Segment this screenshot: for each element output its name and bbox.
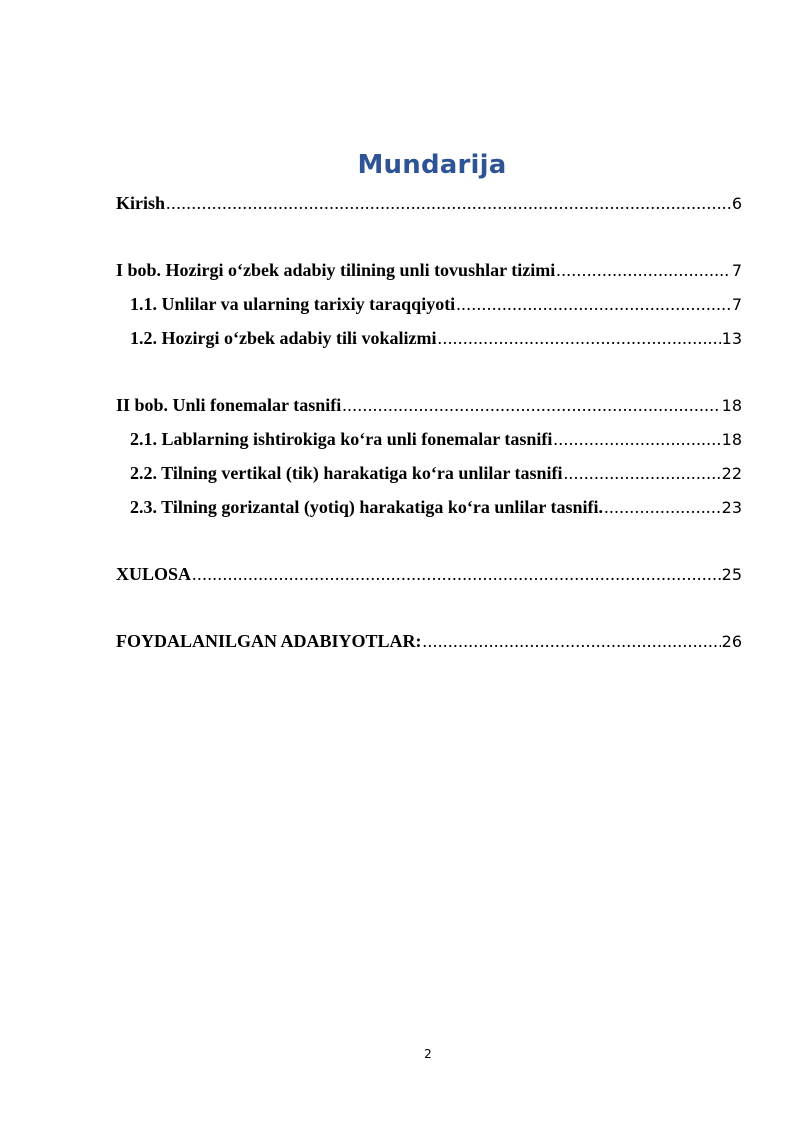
toc-leader-dots [166, 190, 731, 216]
page-number: 2 [424, 1047, 432, 1061]
toc-entry-page: 6 [731, 194, 742, 213]
toc-entry-section-2-3[interactable] [116, 494, 742, 528]
toc-leader-dots [192, 561, 721, 587]
toc-entry-page: 25 [721, 565, 742, 584]
toc-entry-references[interactable] [116, 628, 742, 662]
toc-entry-label: 2.3. Tilning gorizantal (yotiq) harakatiga ko‘ra unlilar tasnifi. [130, 497, 604, 517]
toc-entry-page: 13 [721, 329, 742, 348]
toc-title: Mundarija [357, 150, 507, 180]
toc-entry-label: II bob. Unli fonemalar tasnifi [116, 395, 342, 415]
toc-entry-page: 18 [721, 396, 742, 415]
table-of-contents [116, 190, 742, 662]
toc-entry-label: 2.2. Tilning vertikal (tik) harakatiga ko‘ra unlilar tasnifi [130, 463, 563, 483]
toc-entry-section-2-1[interactable] [116, 426, 742, 460]
toc-entry-section-1-1[interactable] [116, 291, 742, 325]
toc-entry-label: I bob. Hozirgi o‘zbek adabiy tilining unli tovushlar tizimi [116, 260, 556, 280]
toc-entry-section-2-2[interactable] [116, 460, 742, 494]
toc-leader-dots [456, 291, 731, 317]
toc-leader-dots [564, 460, 721, 486]
toc-entry-page: 18 [721, 430, 742, 449]
toc-entry-page: 22 [721, 464, 742, 483]
toc-leader-dots [342, 392, 720, 418]
toc-entry-label: XULOSA [116, 564, 192, 584]
toc-entry-page: 23 [721, 498, 742, 517]
toc-entry-label: 1.2. Hozirgi o‘zbek adabiy tili vokalizmi [130, 328, 437, 348]
toc-leader-dots [423, 628, 721, 654]
toc-entry-xulosa[interactable] [116, 561, 742, 595]
toc-entry-label: Kirish [116, 193, 166, 213]
toc-entry-page: 7 [731, 261, 742, 280]
toc-leader-dots [438, 325, 721, 351]
toc-entry-chapter-1[interactable] [116, 257, 742, 291]
toc-entry-label: FOYDALANILGAN ADABIYOTLAR: [116, 631, 422, 651]
toc-entry-label: 2.1. Lablarning ishtirokiga ko‘ra unli fonemalar tasnifi [130, 429, 553, 449]
toc-leader-dots [556, 257, 731, 283]
toc-leader-dots [604, 494, 721, 520]
toc-entry-chapter-2[interactable] [116, 392, 742, 426]
toc-entry-section-1-2[interactable] [116, 325, 742, 359]
toc-entry-kirish[interactable] [116, 190, 742, 224]
toc-entry-page: 7 [731, 295, 742, 314]
toc-leader-dots [553, 426, 720, 452]
toc-entry-page: 26 [721, 632, 742, 651]
toc-entry-label: 1.1. Unlilar va ularning tarixiy taraqqiyoti [130, 294, 456, 314]
